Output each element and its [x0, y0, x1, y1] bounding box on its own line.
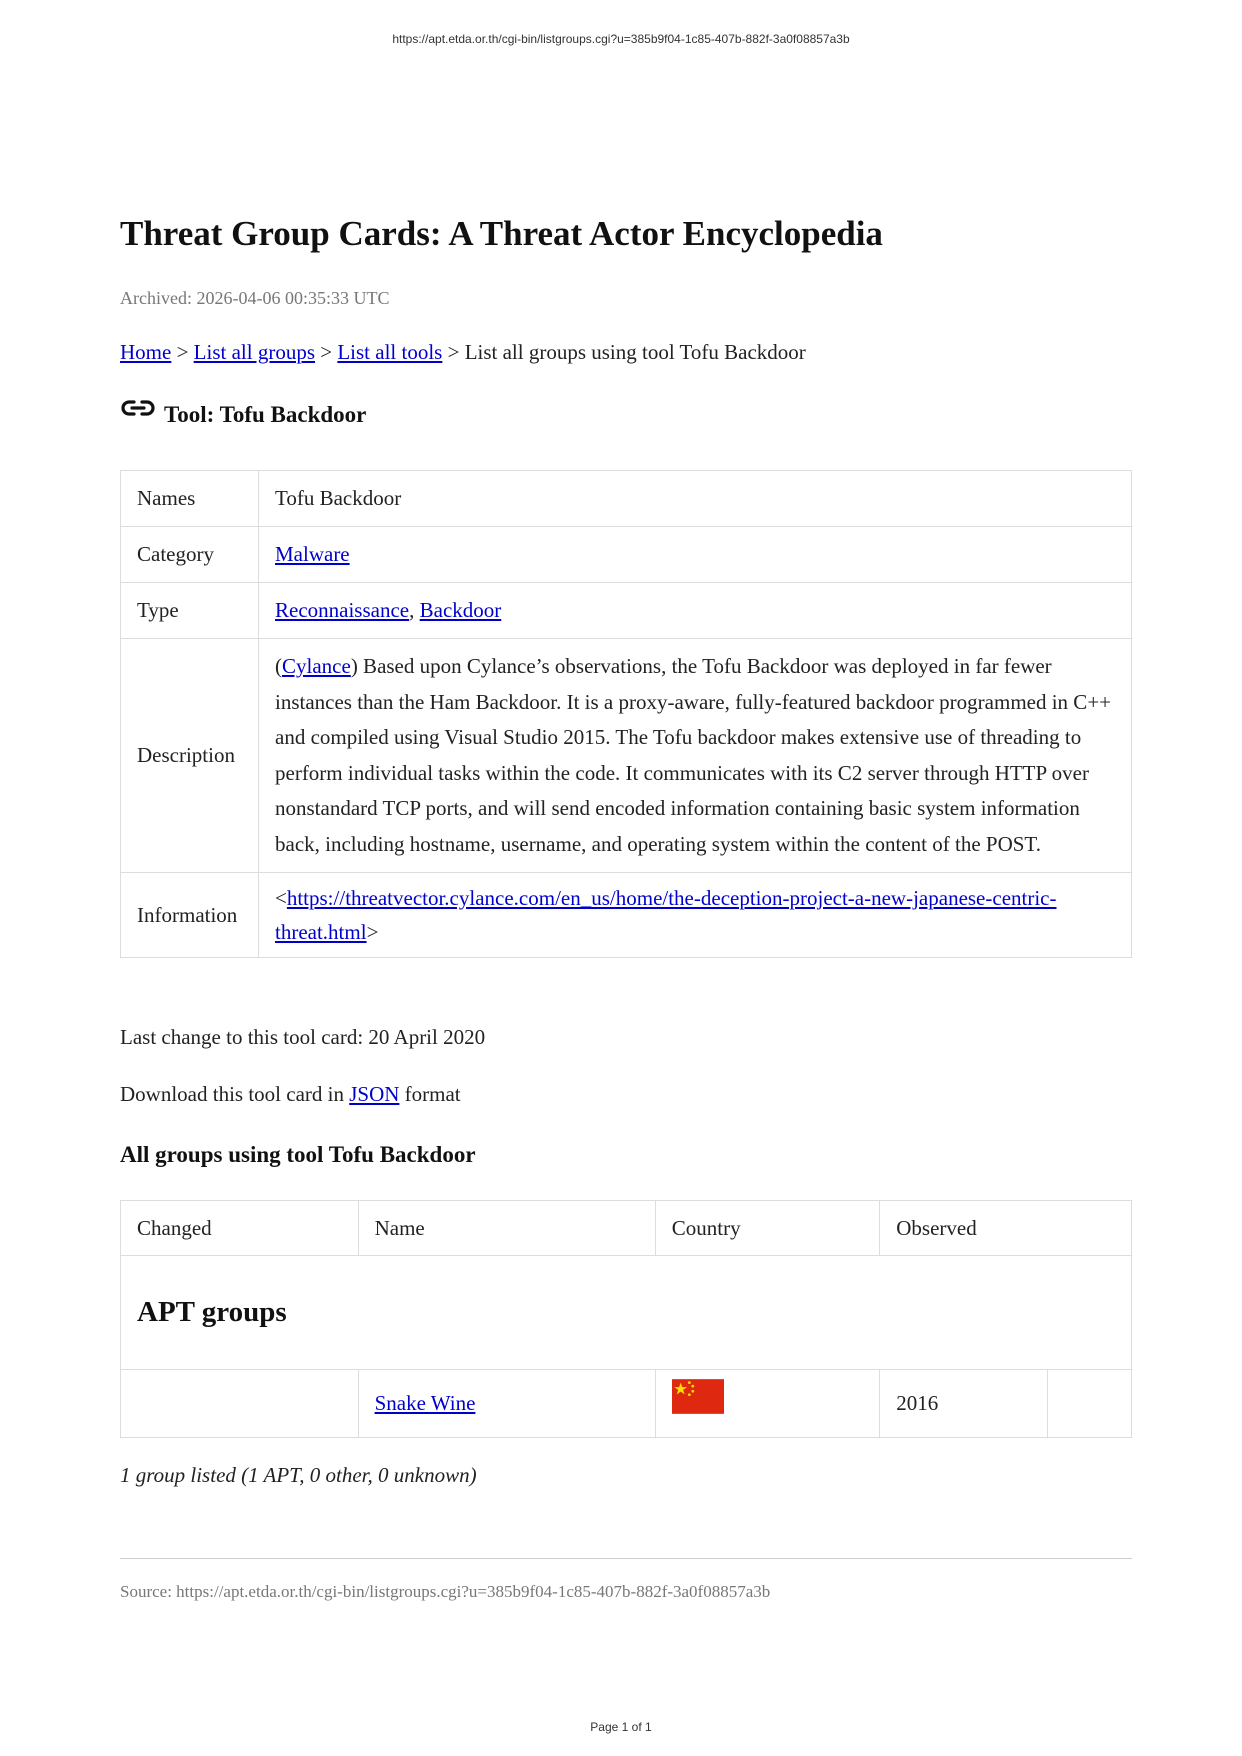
download-line: [120, 1082, 461, 1107]
description-text: ) Based upon Cylance’s observations, the Tofu Backdoor was deployed in far fewer instances than the Ham Backdoor. It is a proxy-aware, fully-featured backdoor programmed in C++ and compiled using Visual Studio 2015. The Tofu backdoor makes extensive use of threading to perform individual tasks within the code. It communicates with its C2 server through HTTP over nonstandard TCP ports, and will send encoded information containing basic system information back, including hostname, username, and operating system within the content of the POST.: [275, 654, 1112, 856]
information-close-bracket: >: [366, 920, 379, 944]
type-label: Type: [121, 583, 259, 639]
footer-divider: [120, 1558, 1132, 1559]
breadcrumb-home-link[interactable]: Home: [120, 340, 172, 364]
breadcrumb-all-tools-link[interactable]: List all tools: [337, 340, 443, 364]
section-cell: [121, 1256, 1132, 1370]
page-title: Threat Group Cards: A Threat Actor Encyclopedia: [120, 214, 883, 253]
group-changed-cell: [121, 1370, 359, 1438]
tool-information-row: [121, 873, 1132, 958]
description-source-link[interactable]: Cylance: [282, 654, 351, 678]
information-open-bracket: <: [275, 886, 287, 910]
tool-category-row: [121, 527, 1132, 583]
download-prefix: Download this tool card in: [120, 1082, 350, 1106]
tool-type-row: [121, 583, 1132, 639]
information-label: Information: [121, 873, 259, 958]
print-footer-page-number: Page 1 of 1: [590, 1720, 652, 1734]
breadcrumb: [120, 340, 806, 365]
names-label: Names: [121, 471, 259, 527]
breadcrumb-separator: >: [171, 340, 194, 364]
groups-table: [120, 1200, 1132, 1438]
group-country-cell: [655, 1370, 879, 1438]
type-separator: ,: [409, 598, 420, 622]
description-value: [259, 639, 1132, 873]
download-suffix: format: [399, 1082, 461, 1106]
groups-heading: All groups using tool Tofu Backdoor: [120, 1142, 476, 1167]
tool-heading-text: Tool: Tofu Backdoor: [164, 402, 367, 427]
breadcrumb-all-groups-link[interactable]: List all groups: [193, 340, 315, 364]
table-row: [121, 1370, 1132, 1438]
category-label: Category: [121, 527, 259, 583]
tool-heading: [120, 402, 366, 428]
description-open-paren: (: [275, 654, 282, 678]
breadcrumb-separator: >: [442, 340, 465, 364]
link-icon: [120, 396, 156, 420]
groups-table-header: [121, 1201, 1132, 1256]
information-url-link[interactable]: https://threatvector.cylance.com/en_us/home/the-deception-project-a-new-japanese-centric-threat.html: [275, 886, 1057, 944]
groups-summary: 1 group listed (1 APT, 0 other, 0 unknown): [120, 1463, 477, 1487]
names-value: Tofu Backdoor: [259, 471, 1132, 527]
column-header-changed: Changed: [121, 1201, 359, 1256]
column-header-country: Country: [655, 1201, 879, 1256]
type-value: [259, 583, 1132, 639]
section-title-apt-groups: APT groups: [137, 1296, 287, 1328]
source-url: Source: https://apt.etda.or.th/cgi-bin/listgroups.cgi?u=385b9f04-1c85-407b-882f-3a0f08857a3b: [120, 1582, 771, 1601]
archived-timestamp: Archived: 2026-04-06 00:35:33 UTC: [120, 288, 390, 308]
last-change-text: Last change to this tool card: 20 April 2020: [120, 1025, 486, 1049]
group-extra-cell: [1048, 1370, 1132, 1438]
group-observed-cell: 2016: [880, 1370, 1048, 1438]
tool-info-table: [120, 470, 1132, 958]
tool-description-row: [121, 639, 1132, 873]
breadcrumb-current: List all groups using tool Tofu Backdoor: [464, 340, 806, 364]
china-flag-icon: [672, 1379, 724, 1414]
print-header-url: https://apt.etda.or.th/cgi-bin/listgroups.cgi?u=385b9f04-1c85-407b-882f-3a0f08857a3b: [392, 32, 850, 46]
description-label: Description: [121, 639, 259, 873]
group-name-cell: [358, 1370, 655, 1438]
column-header-name: Name: [358, 1201, 655, 1256]
category-value: [259, 527, 1132, 583]
category-malware-link[interactable]: Malware: [275, 542, 350, 566]
information-value: [259, 873, 1132, 958]
column-header-observed: Observed: [880, 1201, 1132, 1256]
download-json-link[interactable]: JSON: [349, 1082, 400, 1106]
tool-names-row: [121, 471, 1132, 527]
breadcrumb-separator: >: [315, 340, 338, 364]
groups-section-row: [121, 1256, 1132, 1370]
type-backdoor-link[interactable]: Backdoor: [419, 598, 502, 622]
type-reconnaissance-link[interactable]: Reconnaissance: [275, 598, 410, 622]
group-snake-wine-link[interactable]: Snake Wine: [374, 1391, 476, 1415]
